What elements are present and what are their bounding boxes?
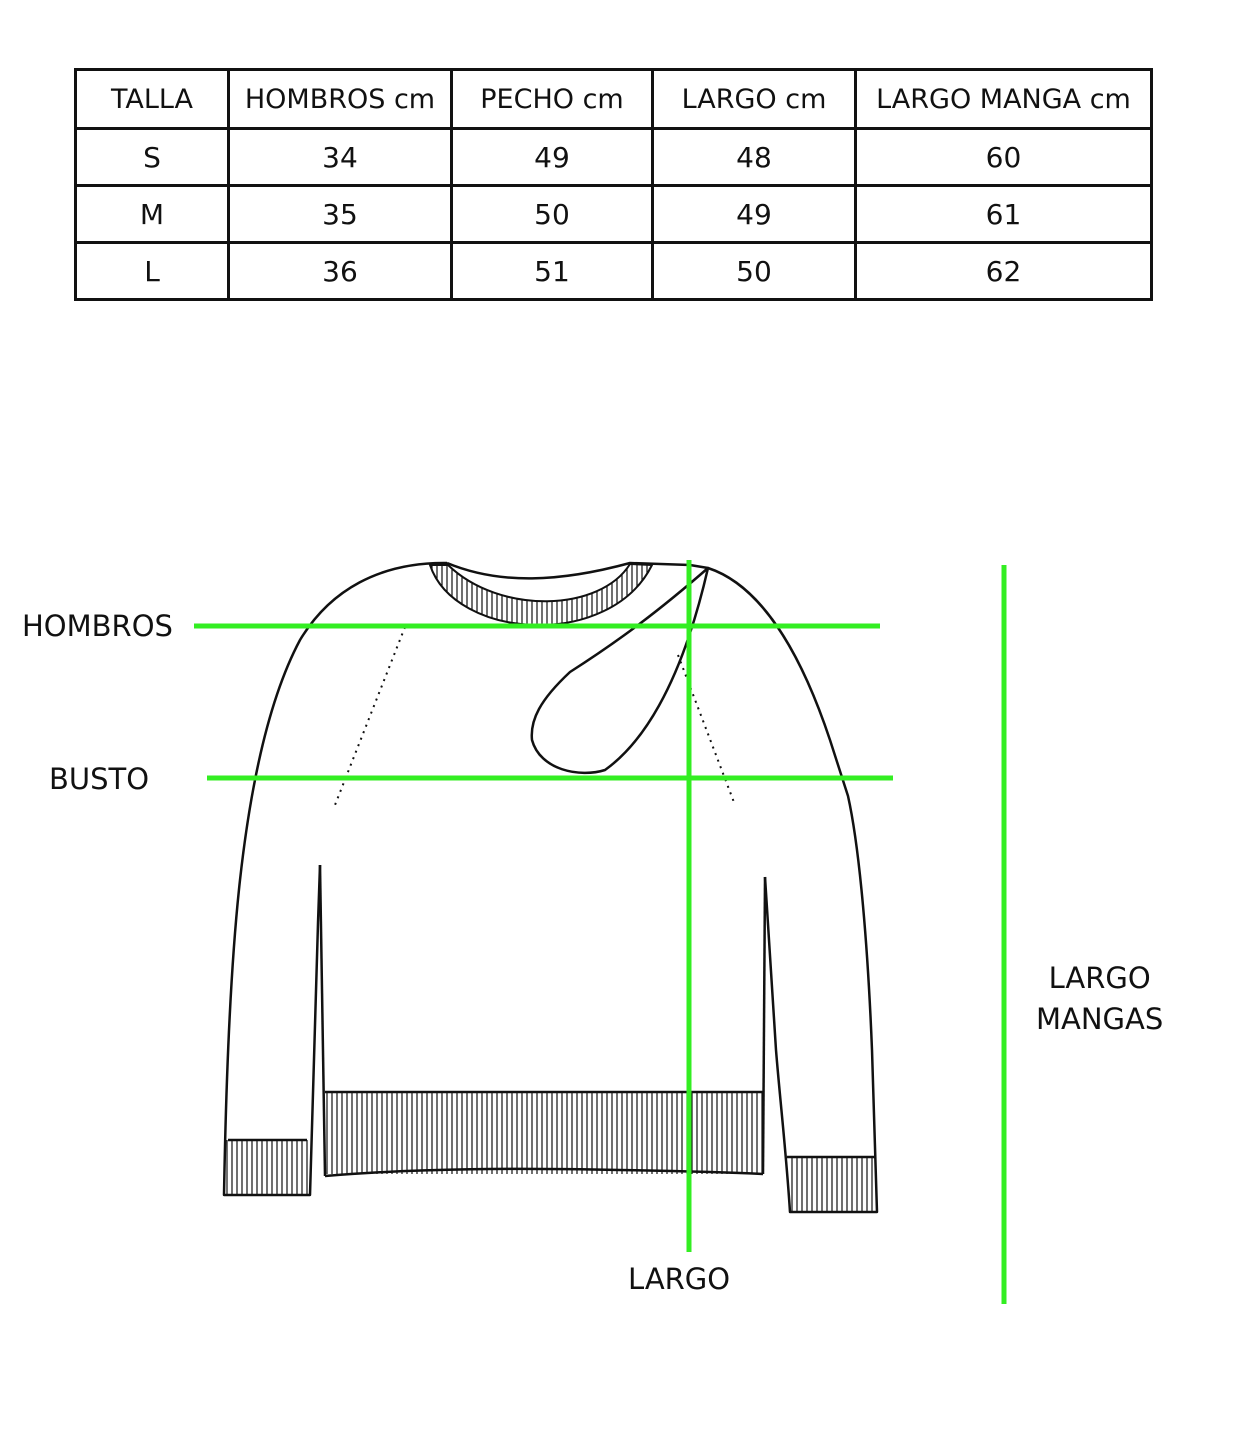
label-busto: BUSTO [49,762,150,796]
measure-lines [194,560,1004,1304]
header-cell: TALLA [76,70,229,129]
table-cell: 49 [653,186,856,243]
label-largo-mangas [1036,958,1163,1040]
table-cell: 61 [856,186,1152,243]
table-cell: 35 [229,186,452,243]
header-cell: HOMBROS cm [229,70,452,129]
header-cell: PECHO cm [452,70,653,129]
header-cell: LARGO MANGA cm [856,70,1152,129]
table-cell: 62 [856,243,1152,300]
table-cell: 49 [452,129,653,186]
label-hombros: HOMBROS [22,609,173,643]
table-cell: 50 [653,243,856,300]
table-cell: L [76,243,229,300]
table-cell: 60 [856,129,1152,186]
label-largo-mangas-line1: LARGO [1048,961,1151,995]
table-cell: 34 [229,129,452,186]
label-largo-mangas-line2: MANGAS [1036,1002,1164,1036]
table-cell: S [76,129,229,186]
table-cell: 51 [452,243,653,300]
header-cell: LARGO cm [653,70,856,129]
table-cell: 36 [229,243,452,300]
table-cell: 50 [452,186,653,243]
table-cell: 48 [653,129,856,186]
label-largo: LARGO [628,1262,731,1296]
table-cell: M [76,186,229,243]
